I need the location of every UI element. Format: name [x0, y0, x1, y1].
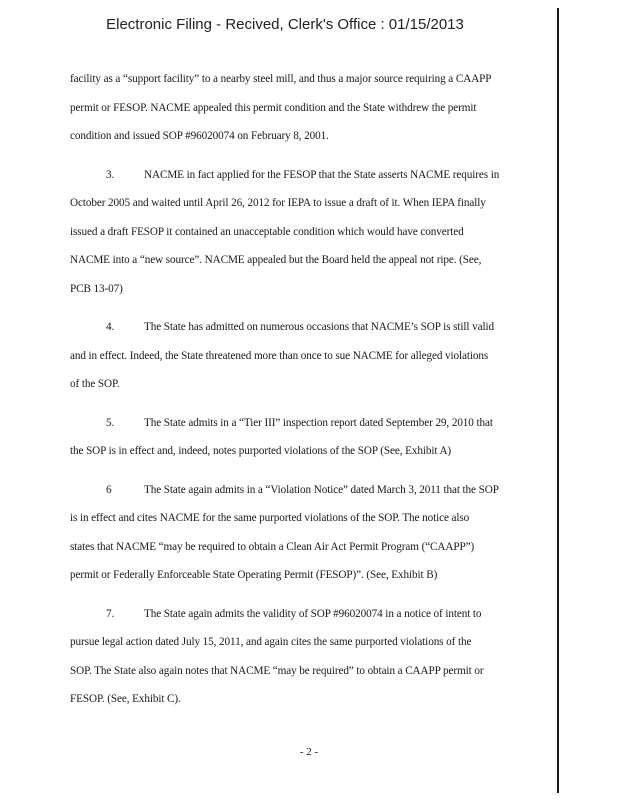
- paragraph-number: 4.: [106, 321, 115, 333]
- text-line: 5. The State admits in a “Tier III” inspection report dated September 29, 2010 that: [70, 413, 538, 442]
- paragraph-3: [70, 165, 538, 308]
- text-line: and in effect. Indeed, the State threatened more than once to sue NACME for alleged violations: [70, 349, 489, 362]
- paragraph-6: [70, 480, 538, 594]
- text-line: PCB 13-07): [70, 282, 123, 295]
- filing-header: Electronic Filing - Recived, Clerk's Office : 01/15/2013: [106, 16, 464, 33]
- text-line: NACME into a “new source”. NACME appealed but the Board held the appeal not ripe. (See,: [70, 254, 482, 266]
- text-line: SOP. The State also again notes that NACME “may be required” to obtain a CAAPP permit or: [70, 664, 484, 677]
- text-line: pursue legal action dated July 15, 2011, and again cites the same purported violations of the: [70, 636, 472, 648]
- text-line: permit or Federally Enforceable State Operating Permit (FESOP)”. (See, Exhibit B): [70, 569, 438, 581]
- page-number: - 2 -: [299, 746, 319, 758]
- text-line: issued a draft FESOP it contained an unacceptable condition which would have converted: [70, 225, 464, 238]
- document-body: [70, 69, 538, 718]
- paragraph-continuation: [70, 69, 538, 155]
- paragraph-number: 6: [106, 483, 112, 496]
- paragraph-5: [70, 413, 538, 470]
- text-line: of the SOP.: [70, 378, 120, 390]
- text-line: facility as a “support facility” to a nearby steel mill, and thus a major source requiring a CAAPP: [70, 73, 492, 85]
- text-line: 6 The State again admits in a “Violation Notice” dated March 3, 2011 that the SOP: [70, 480, 538, 509]
- text-line: October 2005 and waited until April 26, 2012 for IEPA to issue a draft of it. When IEPA finally: [70, 197, 486, 209]
- paragraph-4: [70, 317, 538, 403]
- text-line: condition and issued SOP #96020074 on February 8, 2001.: [70, 130, 329, 142]
- paragraph-7: [70, 604, 538, 718]
- paragraph-number: 7.: [106, 607, 115, 620]
- paragraph-number: 3.: [106, 168, 115, 181]
- text-line: 7. The State again admits the validity of SOP #96020074 in a notice of intent to: [70, 604, 538, 633]
- text-line: 3. NACME in fact applied for the FESOP that the State asserts NACME requires in: [70, 165, 538, 194]
- paragraph-number: 5.: [106, 416, 115, 429]
- text-line: 4. The State has admitted on numerous occasions that NACME’s SOP is still valid: [70, 317, 538, 346]
- text-line: FESOP. (See, Exhibit C).: [70, 693, 181, 705]
- text-line: permit or FESOP. NACME appealed this permit condition and the State withdrew the permit: [70, 101, 477, 114]
- text-line: the SOP is in effect and, indeed, notes purported violations of the SOP (See, Exhibit A): [70, 445, 452, 457]
- text-line: states that NACME “may be required to obtain a Clean Air Act Permit Program (“CAAPP”): [70, 540, 475, 553]
- right-margin-line: [557, 8, 559, 793]
- text-line: is in effect and cites NACME for the same purported violations of the SOP. The notice also: [70, 512, 470, 524]
